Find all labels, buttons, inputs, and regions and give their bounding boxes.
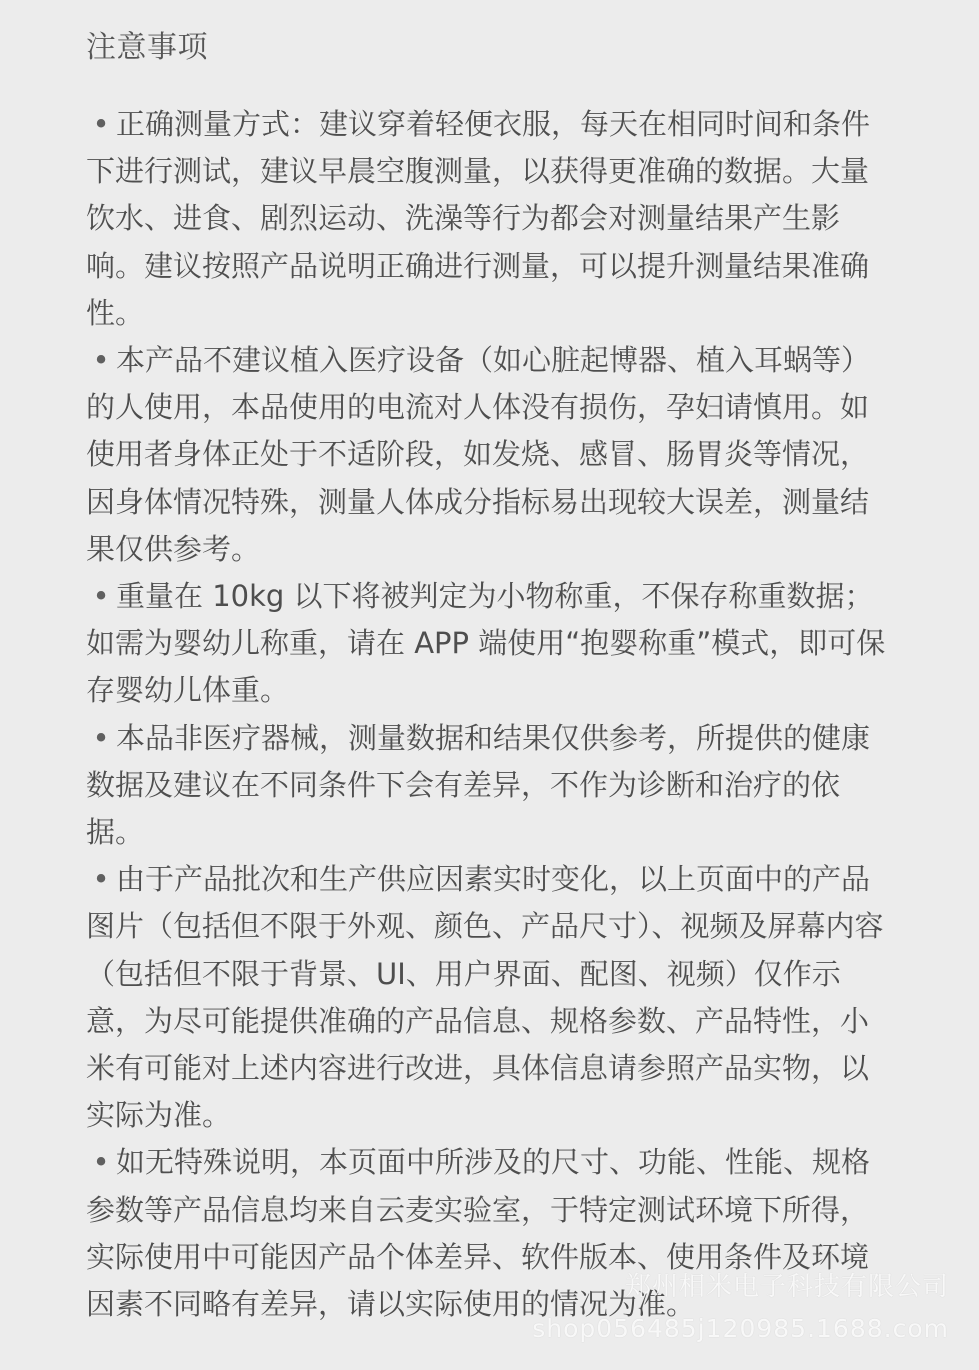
note-text-4: 本品非医疗器械，测量数据和结果仅供参考，所提供的健康数据及建议在不同条件下会有差异，不作为诊断和治疗的依据。 xyxy=(86,720,871,850)
notes-list xyxy=(86,101,886,1328)
bullet-icon: • xyxy=(92,1145,110,1180)
bullet-icon: • xyxy=(92,579,110,614)
note-text-6: 如无特殊说明，本页面中所涉及的尺寸、功能、性能、规格参数等产品信息均来自云麦实验室，于特定测试环境下所得，实际使用中可能因产品个体差异、软件版本、使用条件及环境因素不同略有差异，请以实际使用的情况为准。 xyxy=(86,1145,871,1322)
bullet-icon: • xyxy=(92,720,110,755)
watermark-shop-url: shop056485j120985.1688.com xyxy=(532,1314,949,1343)
note-item-3 xyxy=(86,573,886,715)
bullet-icon: • xyxy=(92,107,110,141)
note-text-5: 由于产品批次和生产供应因素实时变化，以上页面中的产品图片（包括但不限于外观、颜色、产品尺寸）、视频及屏幕内容（包括但不限于背景、UI、用户界面、配图、视频）仅作示意，为尽可能提供准确的产品信息、规格参数、产品特性，小米有可能对上述内容进行改进，具体信息请参照产品实物，以实际为准。 xyxy=(86,862,884,1133)
note-item-1 xyxy=(86,101,886,337)
note-item-2 xyxy=(86,337,886,573)
page-title: 注意事项 xyxy=(86,30,208,65)
note-text-1: 正确测量方式：建议穿着轻便衣服，每天在相同时间和条件下进行测试，建议早晨空腹测量，以获得更准确的数据。大量饮水、进食、剧烈运动、洗澡等行为都会对测量结果产生影响。建议按照产品说明正确进行测量，可以提升测量结果准确性。 xyxy=(86,107,871,330)
note-item-5 xyxy=(86,856,886,1139)
watermark-company: 郑州相米电子科技有限公司 xyxy=(624,1272,949,1302)
note-text-2: 本产品不建议植入医疗设备（如心脏起博器、植入耳蜗等）的人使用，本品使用的电流对人体没有损伤，孕妇请慎用。如使用者身体正处于不适阶段，如发烧、感冒、肠胃炎等情况，因身体情况特殊，测量人体成分指标易出现较大误差，测量结果仅供参考。 xyxy=(86,343,871,566)
bullet-icon: • xyxy=(92,862,110,897)
bullet-icon: • xyxy=(92,343,110,378)
note-item-4 xyxy=(86,715,886,857)
note-text-3: 重量在 10kg 以下将被判定为小物称重，不保存称重数据；如需为婴幼儿称重，请在 APP 端使用“抱婴称重”模式，即可保存婴幼儿体重。 xyxy=(86,579,886,708)
